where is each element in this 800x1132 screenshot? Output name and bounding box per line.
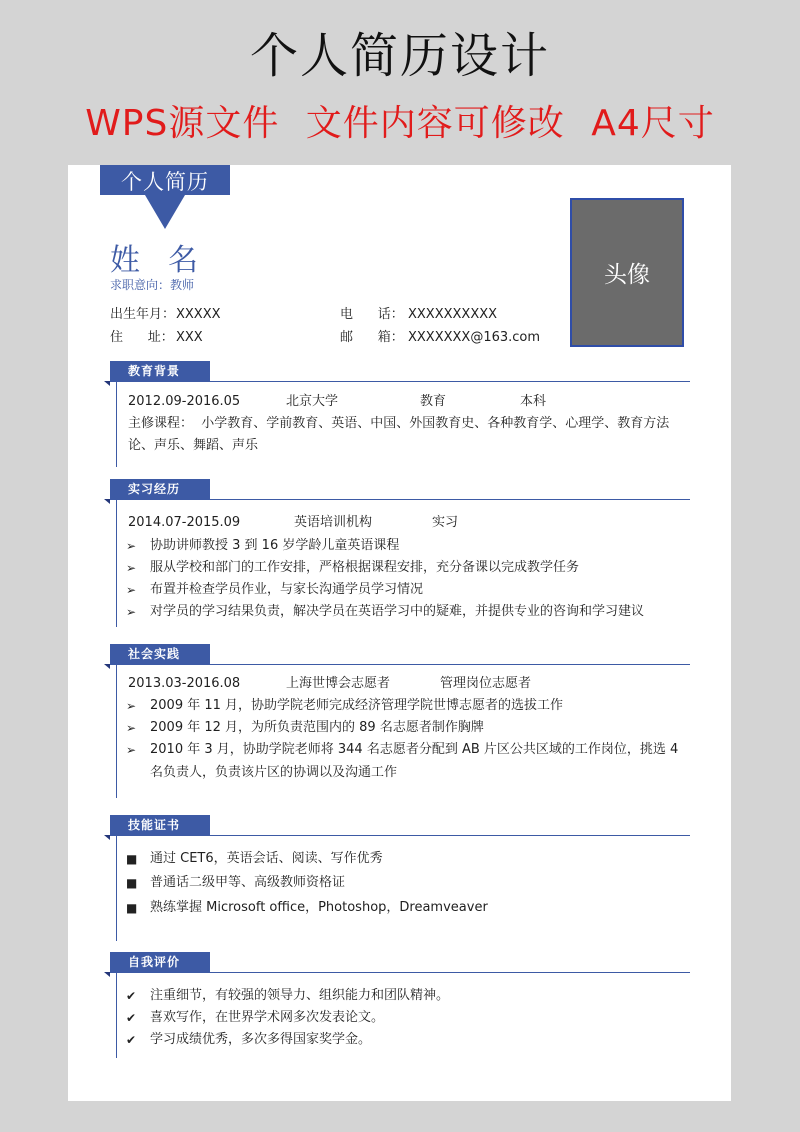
square-bullet-icon: ■: [126, 901, 138, 915]
list-item: 2009 年 12 月，为所负责范围内的 89 名志愿者制作胸牌: [150, 720, 484, 735]
internship-rule: [110, 499, 690, 500]
arrow-bullet-icon: ➢: [126, 539, 137, 553]
internship-org: 英语培训机构: [294, 515, 373, 530]
check-bullet-icon: ✔: [126, 1033, 137, 1047]
address-label: 住 址：: [110, 330, 174, 345]
internship-period: 2014.07-2015.09: [128, 515, 241, 530]
education-side-line: [116, 381, 117, 467]
practice-side-line: [116, 664, 117, 798]
list-item: 喜欢写作，在世界学术网多次发表论文。: [150, 1010, 385, 1025]
banner-subtitle: WPS源文件 文件内容可修改 A4尺寸: [85, 103, 715, 144]
skills-rule: [110, 835, 690, 836]
birth-value: XXXXX: [176, 307, 221, 322]
badge-label: 个人简历: [121, 170, 209, 194]
arrow-bullet-icon: ➢: [126, 699, 137, 713]
list-item: 2009 年 11 月，协助学院老师完成经济管理学院世博志愿者的选拔工作: [150, 698, 564, 713]
list-item: 学习成绩优秀，多次多得国家奖学金。: [150, 1032, 372, 1047]
list-item-cont: 名负责人，负责该片区的协调以及沟通工作: [150, 765, 398, 780]
job-intent: 求职意向：教师: [110, 278, 195, 292]
practice-org: 上海世博会志愿者: [286, 676, 391, 691]
list-item: 2010 年 3 月，协助学院老师将 344 名志愿者分配到 AB 片区公共区域的工作岗位，挑选 4: [150, 742, 679, 757]
arrow-bullet-icon: ➢: [126, 743, 137, 757]
banner-title: 个人简历设计: [249, 28, 550, 84]
check-bullet-icon: ✔: [126, 1011, 137, 1025]
education-major: 教育: [420, 394, 447, 409]
education-rule: [110, 381, 690, 382]
list-item: 注重细节，有较强的领导力、组织能力和团队精神。: [150, 988, 450, 1003]
email-value: XXXXXXX@163.com: [408, 330, 541, 345]
arrow-bullet-icon: ➢: [126, 583, 137, 597]
education-degree: 本科: [520, 394, 547, 409]
skills-title: 技能证书: [110, 815, 210, 835]
internship-side-line: [116, 499, 117, 627]
practice-role: 管理岗位志愿者: [440, 676, 532, 691]
birth-label: 出生年月：: [110, 307, 176, 322]
phone-value: XXXXXXXXXX: [408, 307, 498, 322]
check-bullet-icon: ✔: [126, 989, 137, 1003]
address-value: XXX: [176, 330, 203, 345]
square-bullet-icon: ■: [126, 876, 138, 890]
practice-rule: [110, 664, 690, 665]
list-item: 普通话二级甲等、高级教师资格证: [150, 875, 346, 890]
skills-side-line: [116, 835, 117, 941]
practice-title: 社会实践: [110, 644, 210, 664]
internship-title: 实习经历: [110, 479, 210, 499]
avatar: [570, 198, 684, 347]
list-item: 协助讲师教授 3 到 16 岁学龄儿童英语课程: [150, 538, 400, 553]
arrow-bullet-icon: ➢: [126, 605, 137, 619]
list-item: 熟练掌握 Microsoft office，Photoshop，Dreamveaver: [150, 900, 488, 915]
internship-role: 实习: [432, 515, 459, 530]
phone-label: 电 话：: [340, 307, 404, 322]
avatar-label: 头像: [604, 262, 650, 288]
education-courses: 主修课程： 小学教育、学前教育、英语、中国、外国教育史、各种教育学、心理学、教育方法: [128, 416, 670, 431]
self-eval-rule: [110, 972, 690, 973]
self-eval-title: 自我评价: [110, 952, 210, 972]
list-item: 布置并检查学员作业，与家长沟通学员学习情况: [150, 582, 424, 597]
list-item: 服从学校和部门的工作安排，严格根据课程安排，充分备课以完成教学任务: [150, 560, 580, 575]
square-bullet-icon: ■: [126, 852, 138, 866]
list-item: 对学员的学习结果负责，解决学员在英语学习中的疑难，并提供专业的咨询和学习建议: [150, 604, 645, 619]
education-courses-cont: 论、声乐、舞蹈、声乐: [128, 438, 259, 453]
education-period: 2012.09-2016.05: [128, 394, 241, 409]
resume-sheet: [68, 165, 731, 1101]
candidate-name: 姓名: [110, 243, 226, 278]
email-label: 邮 箱：: [340, 330, 404, 345]
resume-badge: [100, 165, 230, 229]
arrow-bullet-icon: ➢: [126, 561, 137, 575]
practice-period: 2013.03-2016.08: [128, 676, 241, 691]
education-school: 北京大学: [286, 394, 339, 409]
education-title: 教育背景: [110, 361, 210, 381]
self-eval-side-line: [116, 972, 117, 1058]
list-item: 通过 CET6，英语会话、阅读、写作优秀: [150, 851, 383, 866]
arrow-bullet-icon: ➢: [126, 721, 137, 735]
